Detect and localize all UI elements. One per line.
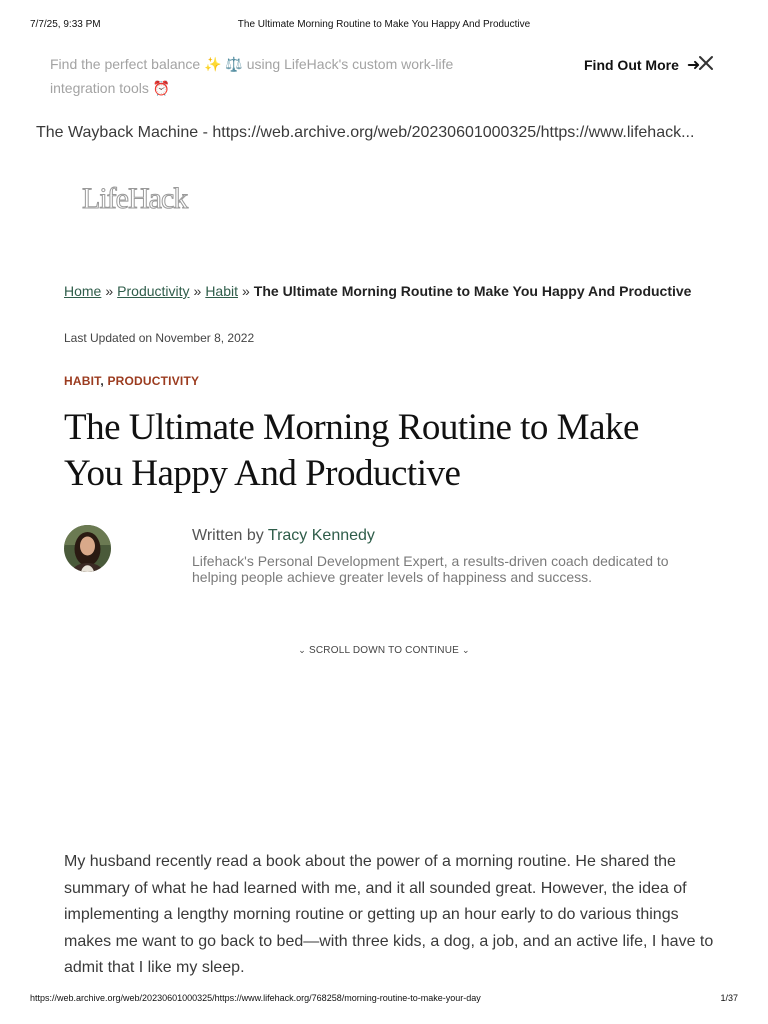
author-bio: Lifehack's Personal Development Expert, a results-driven coach dedicated to helping people achieve greater levels of happiness and success. <box>192 553 669 585</box>
chevron-down-icon: ⌄ <box>461 645 470 655</box>
site-logo[interactable]: LifeHack <box>82 182 188 215</box>
promo-text: Find the perfect balance ✨ ⚖️ using LifeHack's custom work-life integration tools ⏰ <box>50 56 454 96</box>
breadcrumb-habit[interactable]: Habit <box>205 283 238 299</box>
author-avatar[interactable] <box>64 525 111 572</box>
author-byline <box>192 527 375 545</box>
wayback-banner[interactable]: The Wayback Machine - https://web.archive.org/web/20230601000325/https://www.lifehack... <box>36 124 695 141</box>
breadcrumb <box>64 283 691 299</box>
scroll-hint-text: SCROLL DOWN TO CONTINUE <box>309 645 459 656</box>
close-icon-svg <box>697 53 715 73</box>
print-url: https://web.archive.org/web/20230601000325/https://www.lifehack.org/768258/morning-routine-to-make-your-day <box>30 993 481 1003</box>
category-comma: , <box>100 374 104 388</box>
close-icon[interactable] <box>697 53 715 73</box>
print-date: 7/7/25, 9:33 PM <box>30 19 101 30</box>
chevron-down-icon: ⌄ <box>298 645 307 655</box>
written-by-label: Written by <box>192 527 264 544</box>
print-title: The Ultimate Morning Routine to Make You Happy And Productive <box>237 19 531 30</box>
find-out-more-label: Find Out More <box>584 57 679 73</box>
category-productivity[interactable]: PRODUCTIVITY <box>107 374 200 388</box>
article-headline: The Ultimate Morning Routine to Make You Happy And Productive <box>64 407 639 494</box>
print-page-number: 1/37 <box>720 993 738 1003</box>
author-name-link[interactable]: Tracy Kennedy <box>267 527 375 544</box>
breadcrumb-productivity[interactable]: Productivity <box>117 283 190 299</box>
breadcrumb-separator: » <box>242 283 250 299</box>
last-updated: Last Updated on November 8, 2022 <box>64 331 255 345</box>
breadcrumb-separator: » <box>193 283 202 299</box>
category-tags <box>64 374 199 388</box>
breadcrumb-home[interactable]: Home <box>64 283 102 299</box>
avatar-image <box>64 525 111 572</box>
arrow-right-icon: ➜ <box>686 57 701 74</box>
article-paragraph: My husband recently read a book about the power of a morning routine. He shared the summary of what he had learned with me, and it all sounded great. However, the idea of implementing a lengthy morning routine or getting up an hour early to do various things makes me want to go back to bed—with three kids, a dog, a job, and an active life, I have to admit that I like my sleep. <box>64 853 714 976</box>
scroll-hint <box>0 645 768 656</box>
find-out-more-button[interactable] <box>584 55 700 75</box>
breadcrumb-current: The Ultimate Morning Routine to Make You Happy And Productive <box>253 283 692 299</box>
category-habit[interactable]: HABIT <box>64 374 101 388</box>
breadcrumb-separator: » <box>105 283 114 299</box>
